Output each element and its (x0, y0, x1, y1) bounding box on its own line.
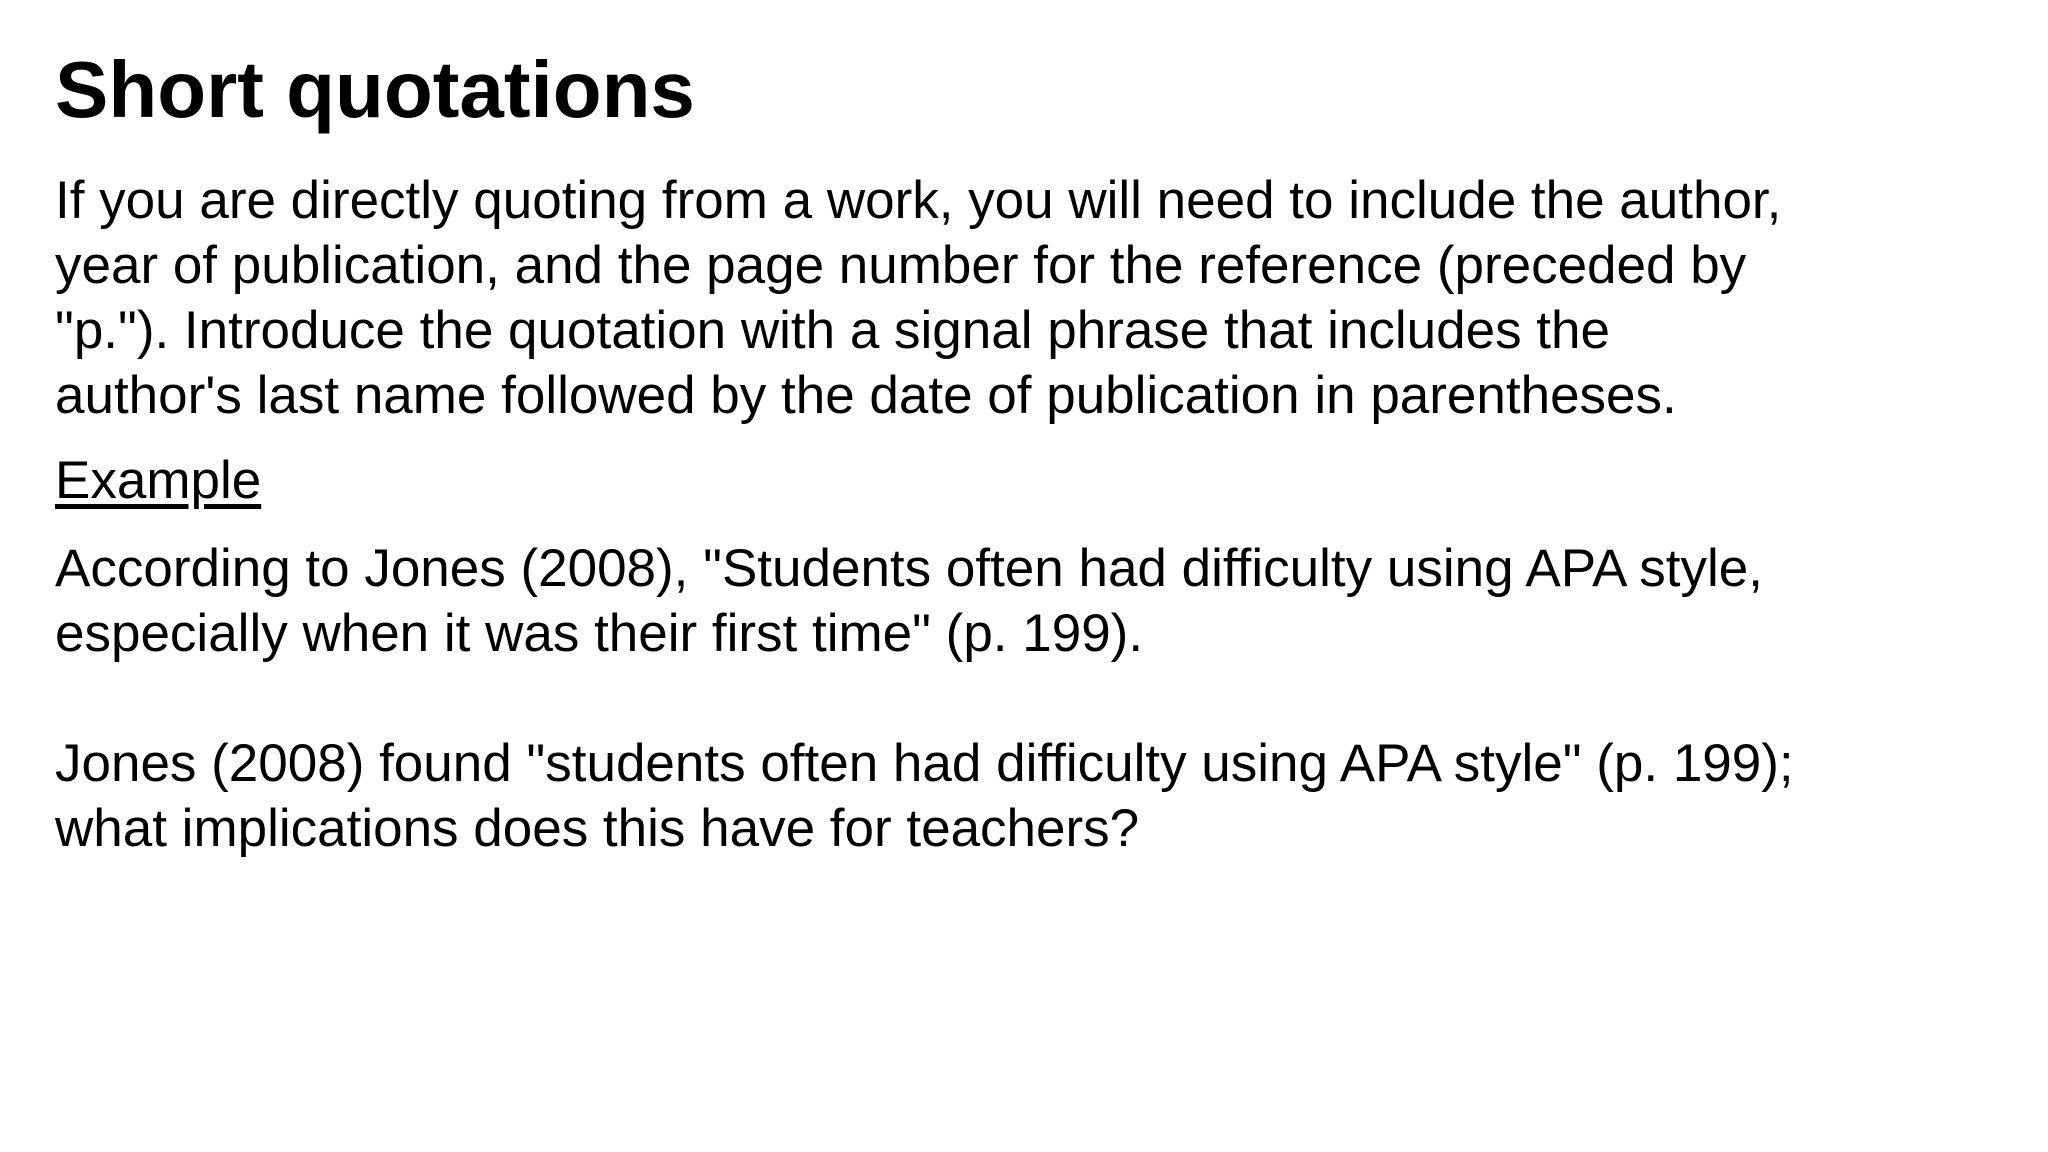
example-1-line: especially when it was their first time" (p. 199). (55, 604, 1144, 663)
example-2-line: Jones (2008) found "students often had difficulty using APA style" (p. 199); (55, 734, 1794, 793)
intro-line: "p."). Introduce the quotation with a signal phrase that includes the (55, 301, 1610, 360)
slide-title: Short quotations (55, 45, 695, 134)
example-quote-2 (55, 731, 1985, 861)
example-heading: Example (55, 451, 262, 510)
example-quote-1 (55, 536, 1985, 666)
intro-line: If you are directly quoting from a work, you will need to include the author, (55, 171, 1782, 230)
intro-line: year of publication, and the page number for the reference (preceded by (55, 236, 1747, 295)
intro-paragraph (55, 168, 1985, 428)
intro-line: author's last name followed by the date of publication in parentheses. (55, 366, 1677, 425)
example-2-line: what implications does this have for teachers? (55, 799, 1140, 858)
example-1-line: According to Jones (2008), "Students often had difficulty using APA style, (55, 539, 1763, 598)
